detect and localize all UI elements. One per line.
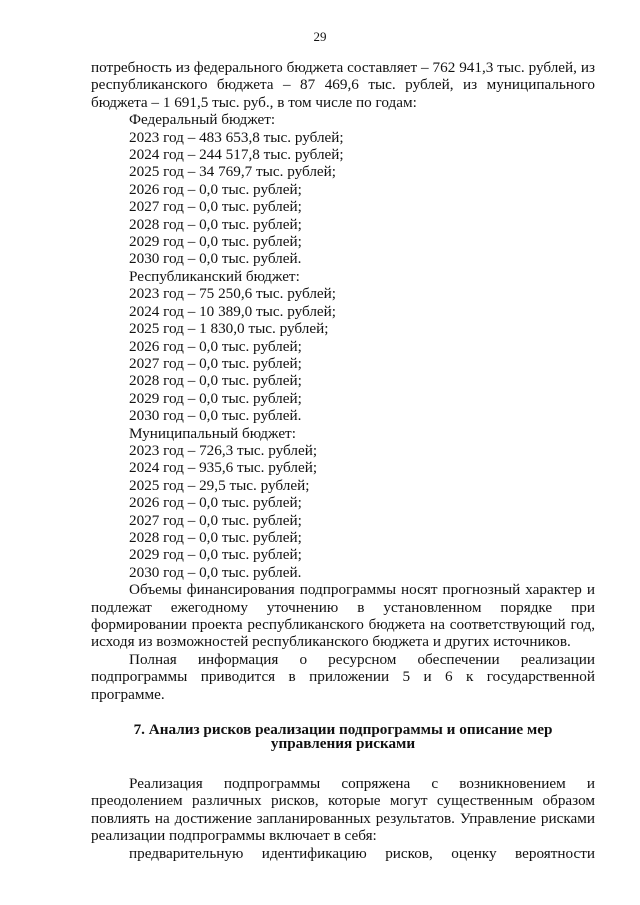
federal-budget-block xyxy=(91,111,595,268)
republican-budget-label: Республиканский бюджет: xyxy=(129,267,300,285)
republican-budget-block xyxy=(91,268,595,425)
municipal-year-line: 2027 год – 0,0 тыс. рублей; xyxy=(129,511,302,529)
republican-year-line: 2026 год – 0,0 тыс. рублей; xyxy=(129,337,302,355)
section-heading-line: 7. Анализ рисков реализации подпрограммы и описание мер xyxy=(133,721,553,739)
republican-year-line: 2030 год – 0,0 тыс. рублей. xyxy=(129,407,302,425)
section-heading xyxy=(91,723,595,751)
federal-budget-label: Федеральный бюджет: xyxy=(129,111,276,129)
info-paragraph: Полная информация о ресурсном обеспечении реализации подпрограммы приводится в приложении 5 и 6 к государственной программе. xyxy=(91,650,595,703)
intro-paragraph: потребность из федерального бюджета составляет – 762 941,3 тыс. рублей, из республиканского бюджета – 87 469,6 тыс. рублей, из муниципального бюджета – 1 691,5 тыс. руб., в том числе по годам: xyxy=(91,59,595,111)
municipal-year-line: 2025 год – 29,5 тыс. рублей; xyxy=(129,476,310,494)
municipal-budget-label: Муниципальный бюджет: xyxy=(129,424,296,442)
republican-year-line: 2028 год – 0,0 тыс. рублей; xyxy=(129,372,302,390)
municipal-year-line: 2030 год – 0,0 тыс. рублей. xyxy=(129,563,302,581)
federal-year-line: 2026 год – 0,0 тыс. рублей; xyxy=(129,180,302,198)
municipal-year-line: 2024 год – 935,6 тыс. рублей; xyxy=(129,459,318,477)
republican-year-line: 2027 год – 0,0 тыс. рублей; xyxy=(129,354,302,372)
republican-year-line: 2024 год – 10 389,0 тыс. рублей; xyxy=(129,302,337,320)
federal-year-line: 2030 год – 0,0 тыс. рублей. xyxy=(129,250,302,268)
municipal-year-line: 2028 год – 0,0 тыс. рублей; xyxy=(129,528,302,546)
federal-year-line: 2024 год – 244 517,8 тыс. рублей; xyxy=(129,146,344,164)
municipal-year-line: 2029 год – 0,0 тыс. рублей; xyxy=(129,546,302,564)
heading-spacer xyxy=(91,751,595,775)
forecast-paragraph: Объемы финансирования подпрограммы носят прогнозный характер и подлежат ежегодному уточнению в установленном порядке при формировании проекта республиканского бюджета на соответствующий год, исходя из возможностей республиканского бюджета и других источников. xyxy=(91,581,595,651)
risks-paragraph: Реализация подпрограммы сопряжена с возникновением и преодолением различных рисков, которые могут существенным образом повлиять на достижение запланированных результатов. Управление рисками реализации подпрограммы включает в себя: xyxy=(91,775,595,845)
federal-year-line: 2025 год – 34 769,7 тыс. рублей; xyxy=(129,163,337,181)
republican-year-line: 2029 год – 0,0 тыс. рублей; xyxy=(129,389,302,407)
page-number: 29 xyxy=(313,29,327,44)
republican-year-line: 2025 год – 1 830,0 тыс. рублей; xyxy=(129,320,329,338)
federal-year-line: 2023 год – 483 653,8 тыс. рублей; xyxy=(129,128,344,146)
federal-year-line: 2029 год – 0,0 тыс. рублей; xyxy=(129,233,302,251)
last-visible-line: предварительную идентификацию рисков, оценку вероятности xyxy=(129,844,595,862)
page-content xyxy=(91,59,595,862)
municipal-year-line: 2023 год – 726,3 тыс. рублей; xyxy=(129,441,318,459)
republican-year-line: 2023 год – 75 250,6 тыс. рублей; xyxy=(129,285,337,303)
municipal-budget-block xyxy=(91,425,595,582)
section-heading-line: управления рисками xyxy=(270,735,416,753)
municipal-year-line: 2026 год – 0,0 тыс. рублей; xyxy=(129,494,302,512)
federal-year-line: 2027 год – 0,0 тыс. рублей; xyxy=(129,198,302,216)
federal-year-line: 2028 год – 0,0 тыс. рублей; xyxy=(129,215,302,233)
